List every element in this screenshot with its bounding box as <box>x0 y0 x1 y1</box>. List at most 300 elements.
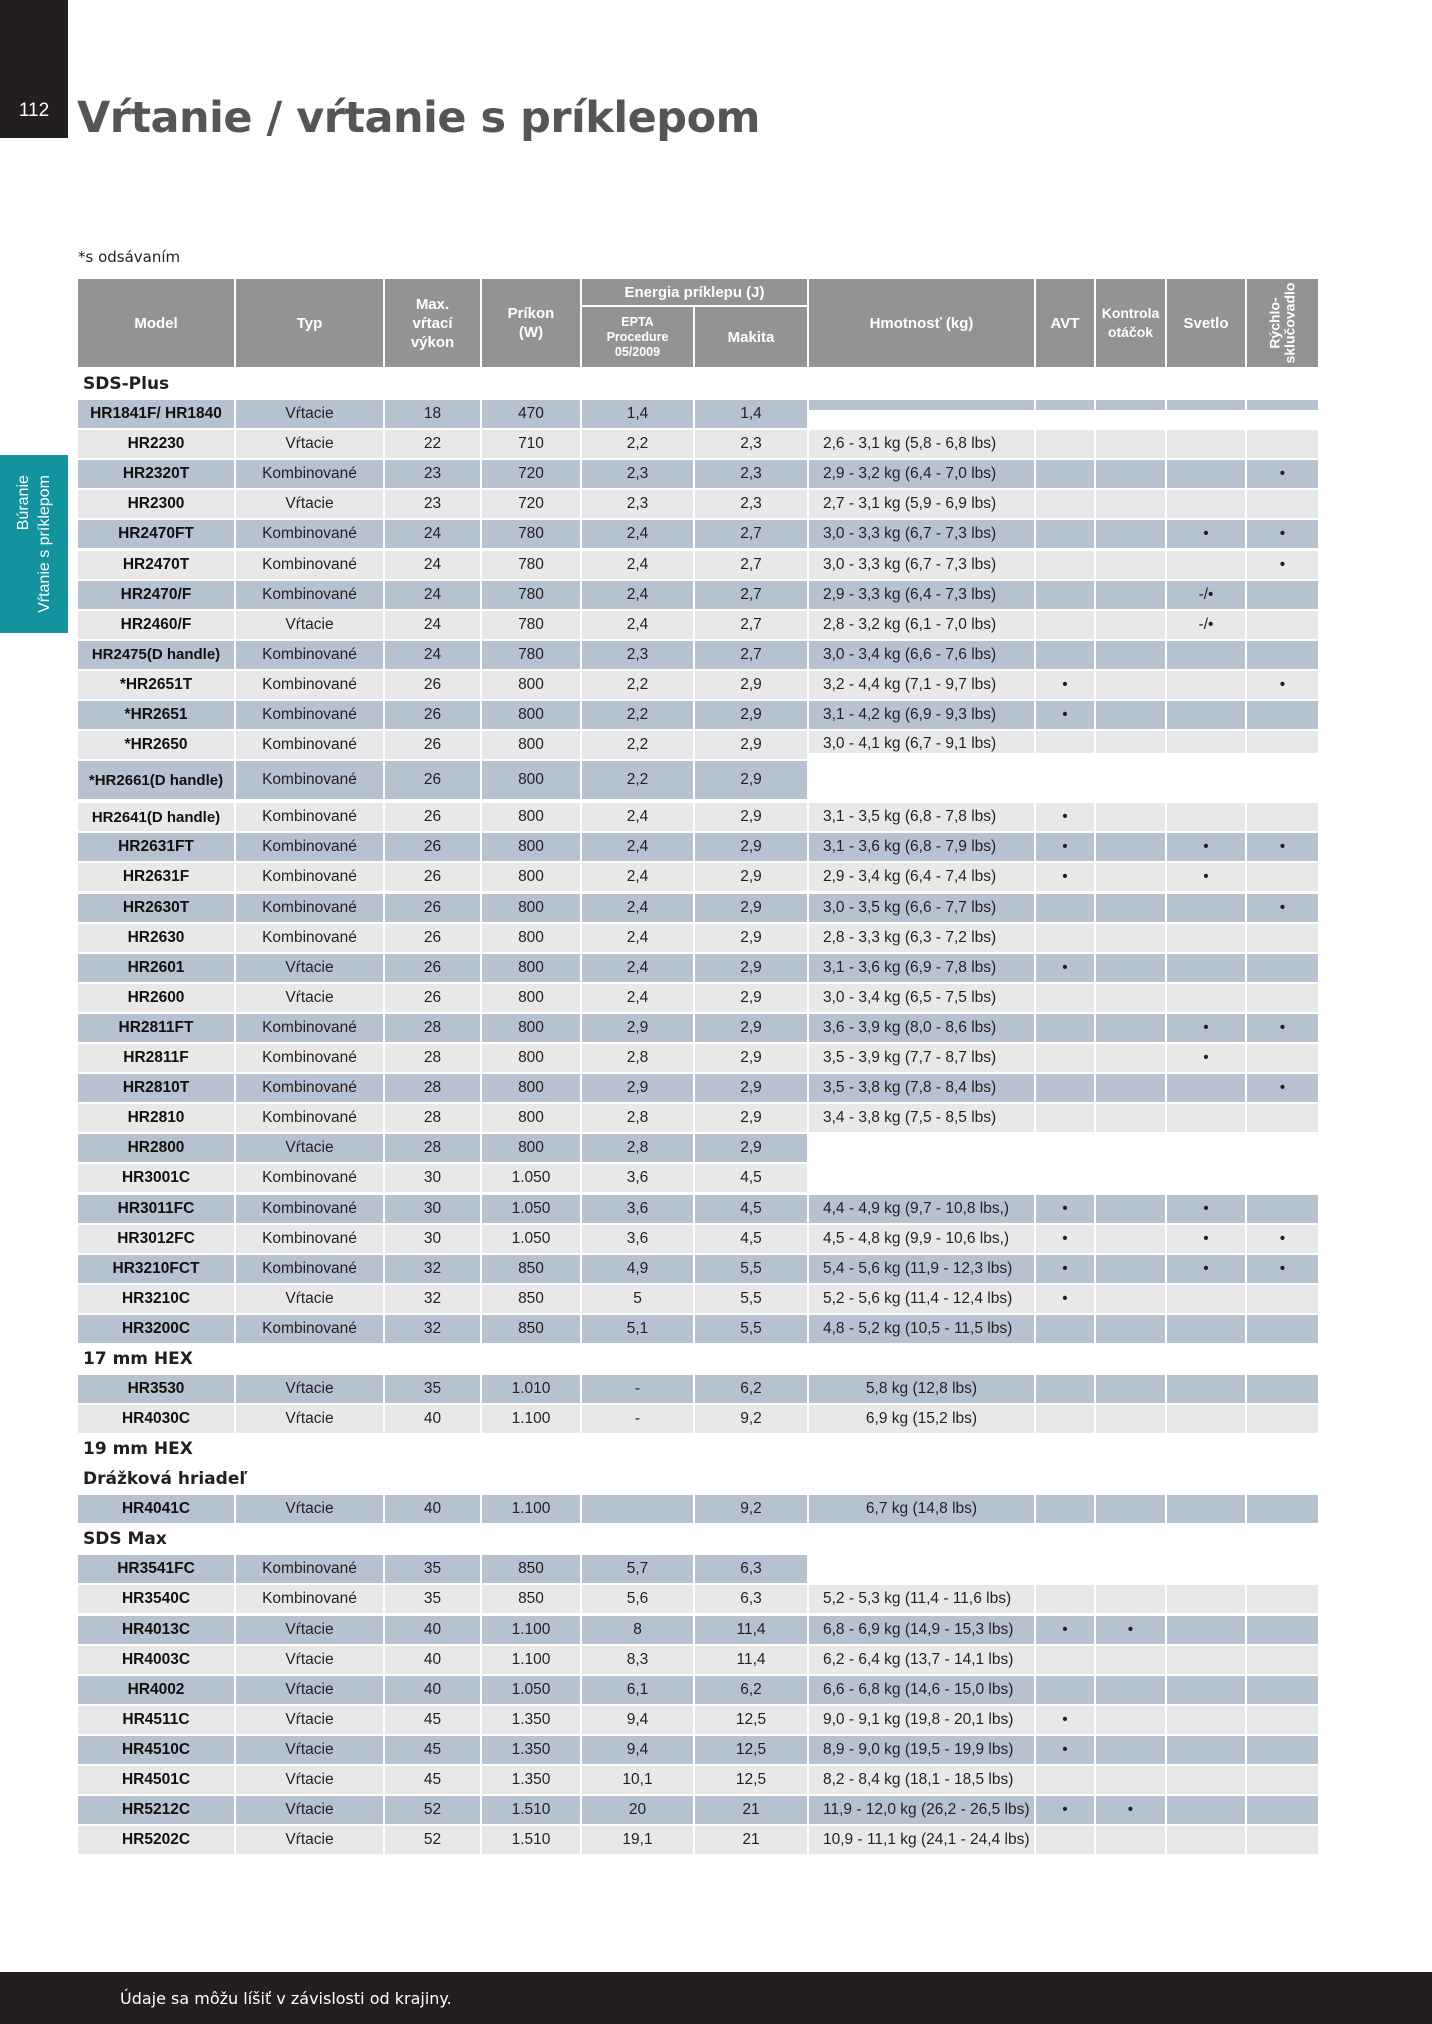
cell-prikon: 1.350 <box>482 1766 580 1794</box>
cell-epta: 2,9 <box>582 1014 693 1042</box>
cell-epta: 2,3 <box>582 460 693 488</box>
cell-max: 35 <box>385 1555 480 1583</box>
cell-makita: 9,2 <box>695 1495 807 1523</box>
cell-svetlo <box>1167 894 1245 922</box>
cell-prikon: 800 <box>482 1074 580 1102</box>
cell-svetlo <box>1167 430 1245 458</box>
cell-typ: Kombinované <box>236 1225 383 1253</box>
cell-avt: • <box>1036 863 1094 891</box>
cell-hm: 6,7 kg (14,8 lbs) <box>809 1495 1034 1523</box>
cell-typ: Vŕtacie <box>236 1736 383 1764</box>
cell-epta: 9,4 <box>582 1706 693 1734</box>
cell-svetlo <box>1167 1495 1245 1523</box>
cell-model: HR4002 <box>78 1676 234 1704</box>
cell-svetlo <box>1167 400 1245 410</box>
cell-svetlo <box>1167 1796 1245 1824</box>
cell-max: 35 <box>385 1375 480 1403</box>
cell-hm: 5,8 kg (12,8 lbs) <box>809 1375 1034 1403</box>
cell-max: 32 <box>385 1255 480 1283</box>
cell-typ: Kombinované <box>236 671 383 699</box>
cell-svetlo <box>1167 1616 1245 1644</box>
cell-max: 40 <box>385 1616 480 1644</box>
cell-model: HR2230 <box>78 430 234 458</box>
cell-model: HR2475(D handle) <box>78 641 234 669</box>
cell-typ: Vŕtacie <box>236 1495 383 1523</box>
cell-makita: 2,9 <box>695 761 807 799</box>
cell-svetlo <box>1167 1676 1245 1704</box>
cell-typ: Vŕtacie <box>236 490 383 518</box>
cell-makita: 12,5 <box>695 1736 807 1764</box>
cell-prikon: 780 <box>482 551 580 579</box>
cell-prikon: 1.100 <box>482 1405 580 1433</box>
side-tab-label-primary: Búranie <box>15 475 32 531</box>
cell-epta: 2,4 <box>582 863 693 891</box>
cell-typ: Vŕtacie <box>236 1646 383 1674</box>
cell-avt <box>1036 1044 1094 1072</box>
cell-max: 28 <box>385 1074 480 1102</box>
cell-hm: 2,9 - 3,2 kg (6,4 - 7,0 lbs) <box>809 460 1034 488</box>
cell-makita: 2,9 <box>695 954 807 982</box>
cell-hm: 3,1 - 4,2 kg (6,9 - 9,3 lbs) <box>809 701 1034 729</box>
cell-kontrola <box>1096 611 1165 639</box>
cell-model: HR2810T <box>78 1074 234 1102</box>
cell-epta: 5,1 <box>582 1315 693 1343</box>
cell-makita: 2,7 <box>695 520 807 548</box>
cell-avt: • <box>1036 701 1094 729</box>
cell-model: HR2460/F <box>78 611 234 639</box>
cell-rychlo <box>1247 490 1318 518</box>
cell-kontrola <box>1096 984 1165 1012</box>
cell-rychlo <box>1247 1796 1318 1824</box>
cell-makita: 6,3 <box>695 1585 807 1613</box>
cell-max: 26 <box>385 894 480 922</box>
cell-kontrola: • <box>1096 1616 1165 1644</box>
cell-hm: 3,6 - 3,9 kg (8,0 - 8,6 lbs) <box>809 1014 1034 1042</box>
cell-typ: Kombinované <box>236 761 383 799</box>
cell-typ: Kombinované <box>236 1164 383 1192</box>
cell-hm: 2,8 - 3,3 kg (6,3 - 7,2 lbs) <box>809 924 1034 952</box>
cell-avt: • <box>1036 1255 1094 1283</box>
cell-kontrola <box>1096 954 1165 982</box>
cell-max: 18 <box>385 400 480 428</box>
cell-typ: Kombinované <box>236 803 383 831</box>
cell-hm: 3,5 - 3,8 kg (7,8 - 8,4 lbs) <box>809 1074 1034 1102</box>
cell-rychlo <box>1247 1104 1318 1132</box>
cell-rychlo <box>1247 611 1318 639</box>
header-kontrola: Kontrola otáčok <box>1096 279 1165 367</box>
cell-epta: 1,4 <box>582 400 693 428</box>
page-number: 112 <box>18 100 50 121</box>
header-energia: Energia príklepu (J) <box>582 279 807 305</box>
cell-avt: • <box>1036 1706 1094 1734</box>
cell-max: 26 <box>385 731 480 759</box>
cell-epta: 19,1 <box>582 1826 693 1854</box>
cell-max: 24 <box>385 581 480 609</box>
cell-rychlo: • <box>1247 1225 1318 1253</box>
cell-epta: 5,7 <box>582 1555 693 1583</box>
cell-avt <box>1036 430 1094 458</box>
cell-makita: 2,9 <box>695 1044 807 1072</box>
cell-model: HR4003C <box>78 1646 234 1674</box>
section-title: 17 mm HEX <box>83 1349 193 1369</box>
cell-svetlo <box>1167 671 1245 699</box>
cell-epta: 2,4 <box>582 833 693 861</box>
cell-hm: 6,6 - 6,8 kg (14,6 - 15,0 lbs) <box>809 1676 1034 1704</box>
cell-prikon: 800 <box>482 924 580 952</box>
cell-svetlo <box>1167 1736 1245 1764</box>
cell-model: *HR2651T <box>78 671 234 699</box>
cell-rychlo: • <box>1247 833 1318 861</box>
cell-svetlo <box>1167 1375 1245 1403</box>
cell-rychlo <box>1247 430 1318 458</box>
cell-epta <box>582 1495 693 1523</box>
cell-prikon: 1.510 <box>482 1796 580 1824</box>
cell-avt: • <box>1036 1616 1094 1644</box>
cell-rychlo <box>1247 954 1318 982</box>
cell-prikon: 800 <box>482 1044 580 1072</box>
cell-typ: Kombinované <box>236 581 383 609</box>
section-side-tab <box>0 455 68 633</box>
cell-rychlo <box>1247 1044 1318 1072</box>
cell-svetlo <box>1167 954 1245 982</box>
cell-model: *HR2651 <box>78 701 234 729</box>
cell-epta: 2,4 <box>582 611 693 639</box>
section-title: 19 mm HEX <box>83 1439 193 1460</box>
cell-kontrola <box>1096 1766 1165 1794</box>
cell-kontrola <box>1096 490 1165 518</box>
side-tab-labels <box>13 475 55 613</box>
cell-kontrola <box>1096 400 1165 410</box>
side-tab-label-secondary: Vŕtanie s príklepom <box>36 475 53 613</box>
cell-hm: 2,6 - 3,1 kg (5,8 - 6,8 lbs) <box>809 430 1034 458</box>
cell-prikon: 800 <box>482 1104 580 1132</box>
cell-svetlo <box>1167 551 1245 579</box>
cell-rychlo <box>1247 1195 1318 1223</box>
page-title: Vŕtanie / vŕtanie s príklepom <box>77 93 760 143</box>
cell-svetlo <box>1167 1766 1245 1794</box>
cell-max: 32 <box>385 1315 480 1343</box>
cell-svetlo <box>1167 1285 1245 1313</box>
cell-max: 22 <box>385 430 480 458</box>
cell-typ: Vŕtacie <box>236 1706 383 1734</box>
cell-epta: 2,4 <box>582 520 693 548</box>
cell-kontrola <box>1096 1706 1165 1734</box>
cell-max: 26 <box>385 671 480 699</box>
cell-prikon: 780 <box>482 581 580 609</box>
cell-kontrola <box>1096 1375 1165 1403</box>
cell-rychlo <box>1247 924 1318 952</box>
cell-prikon: 850 <box>482 1555 580 1583</box>
cell-makita: 2,9 <box>695 863 807 891</box>
cell-hm: 4,5 - 4,8 kg (9,9 - 10,6 lbs,) <box>809 1225 1034 1253</box>
cell-prikon: 800 <box>482 984 580 1012</box>
cell-avt <box>1036 460 1094 488</box>
cell-kontrola <box>1096 1044 1165 1072</box>
cell-prikon: 800 <box>482 701 580 729</box>
cell-makita: 2,7 <box>695 611 807 639</box>
cell-typ: Kombinované <box>236 731 383 759</box>
cell-hm: 3,4 - 3,8 kg (7,5 - 8,5 lbs) <box>809 1104 1034 1132</box>
cell-svetlo <box>1167 984 1245 1012</box>
cell-max: 45 <box>385 1766 480 1794</box>
cell-model: HR2470/F <box>78 581 234 609</box>
cell-prikon: 800 <box>482 833 580 861</box>
cell-rychlo <box>1247 1766 1318 1794</box>
cell-typ: Kombinované <box>236 1044 383 1072</box>
cell-avt <box>1036 1676 1094 1704</box>
cell-typ: Kombinované <box>236 924 383 952</box>
cell-makita: 2,9 <box>695 1074 807 1102</box>
cell-hm: 6,8 - 6,9 kg (14,9 - 15,3 lbs) <box>809 1616 1034 1644</box>
cell-prikon: 780 <box>482 520 580 548</box>
cell-model: HR2320T <box>78 460 234 488</box>
cell-kontrola <box>1096 581 1165 609</box>
cell-kontrola <box>1096 1676 1165 1704</box>
cell-epta: 2,4 <box>582 894 693 922</box>
cell-model: HR3210FCT <box>78 1255 234 1283</box>
cell-model: HR4013C <box>78 1616 234 1644</box>
cell-kontrola <box>1096 641 1165 669</box>
cell-kontrola <box>1096 460 1165 488</box>
cell-rychlo: • <box>1247 894 1318 922</box>
cell-avt <box>1036 1585 1094 1613</box>
cell-prikon: 1.050 <box>482 1676 580 1704</box>
cell-prikon: 850 <box>482 1315 580 1343</box>
cell-kontrola <box>1096 1195 1165 1223</box>
cell-avt <box>1036 1375 1094 1403</box>
cell-prikon: 1.100 <box>482 1616 580 1644</box>
cell-makita: 21 <box>695 1826 807 1854</box>
cell-rychlo <box>1247 1616 1318 1644</box>
cell-makita: 11,4 <box>695 1646 807 1674</box>
cell-svetlo <box>1167 460 1245 488</box>
cell-max: 24 <box>385 641 480 669</box>
cell-makita: 6,3 <box>695 1555 807 1583</box>
cell-avt <box>1036 611 1094 639</box>
section-title: SDS-Plus <box>83 374 170 394</box>
cell-typ: Kombinované <box>236 551 383 579</box>
cell-typ: Kombinované <box>236 1585 383 1613</box>
cell-makita: 2,3 <box>695 430 807 458</box>
cell-typ: Kombinované <box>236 833 383 861</box>
cell-model: HR1841F/ HR1840 <box>78 400 234 428</box>
cell-hm: 6,2 - 6,4 kg (13,7 - 14,1 lbs) <box>809 1646 1034 1674</box>
cell-rychlo <box>1247 863 1318 891</box>
cell-typ: Kombinované <box>236 1104 383 1132</box>
cell-epta: 8 <box>582 1616 693 1644</box>
cell-max: 40 <box>385 1676 480 1704</box>
cell-epta: 2,2 <box>582 430 693 458</box>
cell-kontrola: • <box>1096 1796 1165 1824</box>
cell-kontrola <box>1096 520 1165 548</box>
cell-model: HR3200C <box>78 1315 234 1343</box>
cell-epta: 20 <box>582 1796 693 1824</box>
cell-rychlo <box>1247 1495 1318 1523</box>
cell-makita: 6,2 <box>695 1375 807 1403</box>
header-hmotnost: Hmotnosť (kg) <box>809 279 1034 367</box>
cell-typ: Kombinované <box>236 520 383 548</box>
cell-hm: 11,9 - 12,0 kg (26,2 - 26,5 lbs) <box>809 1796 1034 1824</box>
cell-model: HR3210C <box>78 1285 234 1313</box>
cell-model: HR2641(D handle) <box>78 803 234 831</box>
cell-model: HR2630 <box>78 924 234 952</box>
cell-max: 26 <box>385 803 480 831</box>
cell-kontrola <box>1096 1736 1165 1764</box>
header-svetlo: Svetlo <box>1167 279 1245 367</box>
cell-typ: Vŕtacie <box>236 1676 383 1704</box>
cell-avt <box>1036 641 1094 669</box>
cell-makita: 6,2 <box>695 1676 807 1704</box>
cell-max: 26 <box>385 833 480 861</box>
cell-rychlo <box>1247 1826 1318 1854</box>
cell-epta: 2,8 <box>582 1104 693 1132</box>
section-title: SDS Max <box>83 1529 167 1550</box>
cell-prikon: 850 <box>482 1585 580 1613</box>
cell-makita: 2,9 <box>695 984 807 1012</box>
cell-prikon: 1.100 <box>482 1495 580 1523</box>
cell-svetlo: • <box>1167 1044 1245 1072</box>
cell-hm: 3,0 - 3,3 kg (6,7 - 7,3 lbs) <box>809 520 1034 548</box>
cell-rychlo: • <box>1247 1014 1318 1042</box>
cell-avt <box>1036 894 1094 922</box>
cell-model: HR4041C <box>78 1495 234 1523</box>
cell-rychlo: • <box>1247 1074 1318 1102</box>
cell-epta: 2,4 <box>582 984 693 1012</box>
cell-hm: 10,9 - 11,1 kg (24,1 - 24,4 lbs) <box>809 1826 1034 1854</box>
cell-typ: Vŕtacie <box>236 1826 383 1854</box>
cell-model: HR2811F <box>78 1044 234 1072</box>
cell-prikon: 800 <box>482 761 580 799</box>
cell-hm: 9,0 - 9,1 kg (19,8 - 20,1 lbs) <box>809 1706 1034 1734</box>
cell-epta: 9,4 <box>582 1736 693 1764</box>
cell-epta: 2,2 <box>582 761 693 799</box>
cell-model: HR3012FC <box>78 1225 234 1253</box>
cell-epta: 2,8 <box>582 1134 693 1162</box>
cell-prikon: 1.350 <box>482 1706 580 1734</box>
cell-kontrola <box>1096 924 1165 952</box>
cell-hm: 5,4 - 5,6 kg (11,9 - 12,3 lbs) <box>809 1255 1034 1283</box>
cell-hm: 5,2 - 5,6 kg (11,4 - 12,4 lbs) <box>809 1285 1034 1313</box>
header-prikon: Príkon (W) <box>482 279 580 367</box>
cell-rychlo <box>1247 1315 1318 1343</box>
cell-avt <box>1036 1014 1094 1042</box>
cell-rychlo <box>1247 701 1318 729</box>
cell-epta: 3,6 <box>582 1225 693 1253</box>
cell-epta: 2,4 <box>582 954 693 982</box>
cell-avt <box>1036 1074 1094 1102</box>
cell-max: 30 <box>385 1225 480 1253</box>
cell-model: HR2810 <box>78 1104 234 1132</box>
cell-model: HR4510C <box>78 1736 234 1764</box>
cell-epta: 2,3 <box>582 490 693 518</box>
cell-max: 26 <box>385 863 480 891</box>
cell-typ: Vŕtacie <box>236 1616 383 1644</box>
cell-makita: 5,5 <box>695 1255 807 1283</box>
footer-note: Údaje sa môžu líšiť v závislosti od krajiny. <box>120 1989 452 2008</box>
cell-svetlo: • <box>1167 1014 1245 1042</box>
cell-max: 40 <box>385 1646 480 1674</box>
cell-typ: Vŕtacie <box>236 1285 383 1313</box>
cell-prikon: 800 <box>482 894 580 922</box>
cell-kontrola <box>1096 731 1165 753</box>
cell-epta: 2,4 <box>582 803 693 831</box>
cell-rychlo <box>1247 731 1318 753</box>
cell-svetlo <box>1167 1706 1245 1734</box>
cell-epta: 2,9 <box>582 1074 693 1102</box>
cell-kontrola <box>1096 1405 1165 1433</box>
cell-prikon: 800 <box>482 671 580 699</box>
cell-makita: 21 <box>695 1796 807 1824</box>
cell-typ: Vŕtacie <box>236 430 383 458</box>
cell-makita: 2,9 <box>695 731 807 759</box>
cell-typ: Kombinované <box>236 701 383 729</box>
cell-max: 40 <box>385 1405 480 1433</box>
cell-kontrola <box>1096 833 1165 861</box>
cell-kontrola <box>1096 701 1165 729</box>
cell-rychlo <box>1247 641 1318 669</box>
cell-avt: • <box>1036 803 1094 831</box>
cell-model: HR2300 <box>78 490 234 518</box>
cell-model: HR3011FC <box>78 1195 234 1223</box>
cell-max: 52 <box>385 1796 480 1824</box>
cell-svetlo <box>1167 641 1245 669</box>
cell-epta: 6,1 <box>582 1676 693 1704</box>
cell-typ: Kombinované <box>236 1315 383 1343</box>
cell-model: HR3001C <box>78 1164 234 1192</box>
cell-typ: Vŕtacie <box>236 1134 383 1162</box>
cell-svetlo: -/• <box>1167 611 1245 639</box>
cell-kontrola <box>1096 803 1165 831</box>
cell-makita: 11,4 <box>695 1616 807 1644</box>
cell-prikon: 800 <box>482 803 580 831</box>
cell-avt <box>1036 520 1094 548</box>
cell-hm: 3,1 - 3,5 kg (6,8 - 7,8 lbs) <box>809 803 1034 831</box>
footnote-extraction: *s odsávaním <box>78 248 181 266</box>
cell-typ: Vŕtacie <box>236 984 383 1012</box>
cell-rychlo <box>1247 1646 1318 1674</box>
header-typ: Typ <box>236 279 383 367</box>
cell-avt <box>1036 1315 1094 1343</box>
cell-epta: 4,9 <box>582 1255 693 1283</box>
cell-svetlo <box>1167 1315 1245 1343</box>
cell-avt <box>1036 400 1094 410</box>
cell-typ: Vŕtacie <box>236 1766 383 1794</box>
cell-kontrola <box>1096 1104 1165 1132</box>
cell-rychlo: • <box>1247 671 1318 699</box>
cell-epta: 2,4 <box>582 924 693 952</box>
cell-model: HR5212C <box>78 1796 234 1824</box>
cell-model: HR2470FT <box>78 520 234 548</box>
cell-makita: 4,5 <box>695 1195 807 1223</box>
cell-prikon: 850 <box>482 1285 580 1313</box>
cell-makita: 12,5 <box>695 1766 807 1794</box>
cell-kontrola <box>1096 671 1165 699</box>
cell-max: 28 <box>385 1044 480 1072</box>
cell-svetlo: • <box>1167 1195 1245 1223</box>
cell-rychlo <box>1247 1585 1318 1613</box>
cell-max: 52 <box>385 1826 480 1854</box>
cell-prikon: 1.510 <box>482 1826 580 1854</box>
cell-avt <box>1036 490 1094 518</box>
cell-typ: Kombinované <box>236 863 383 891</box>
cell-model: HR2800 <box>78 1134 234 1162</box>
cell-prikon: 1.050 <box>482 1164 580 1192</box>
cell-avt <box>1036 1766 1094 1794</box>
cell-prikon: 800 <box>482 731 580 759</box>
cell-makita: 2,3 <box>695 460 807 488</box>
cell-rychlo: • <box>1247 460 1318 488</box>
cell-hm: 3,5 - 3,9 kg (7,7 - 8,7 lbs) <box>809 1044 1034 1072</box>
